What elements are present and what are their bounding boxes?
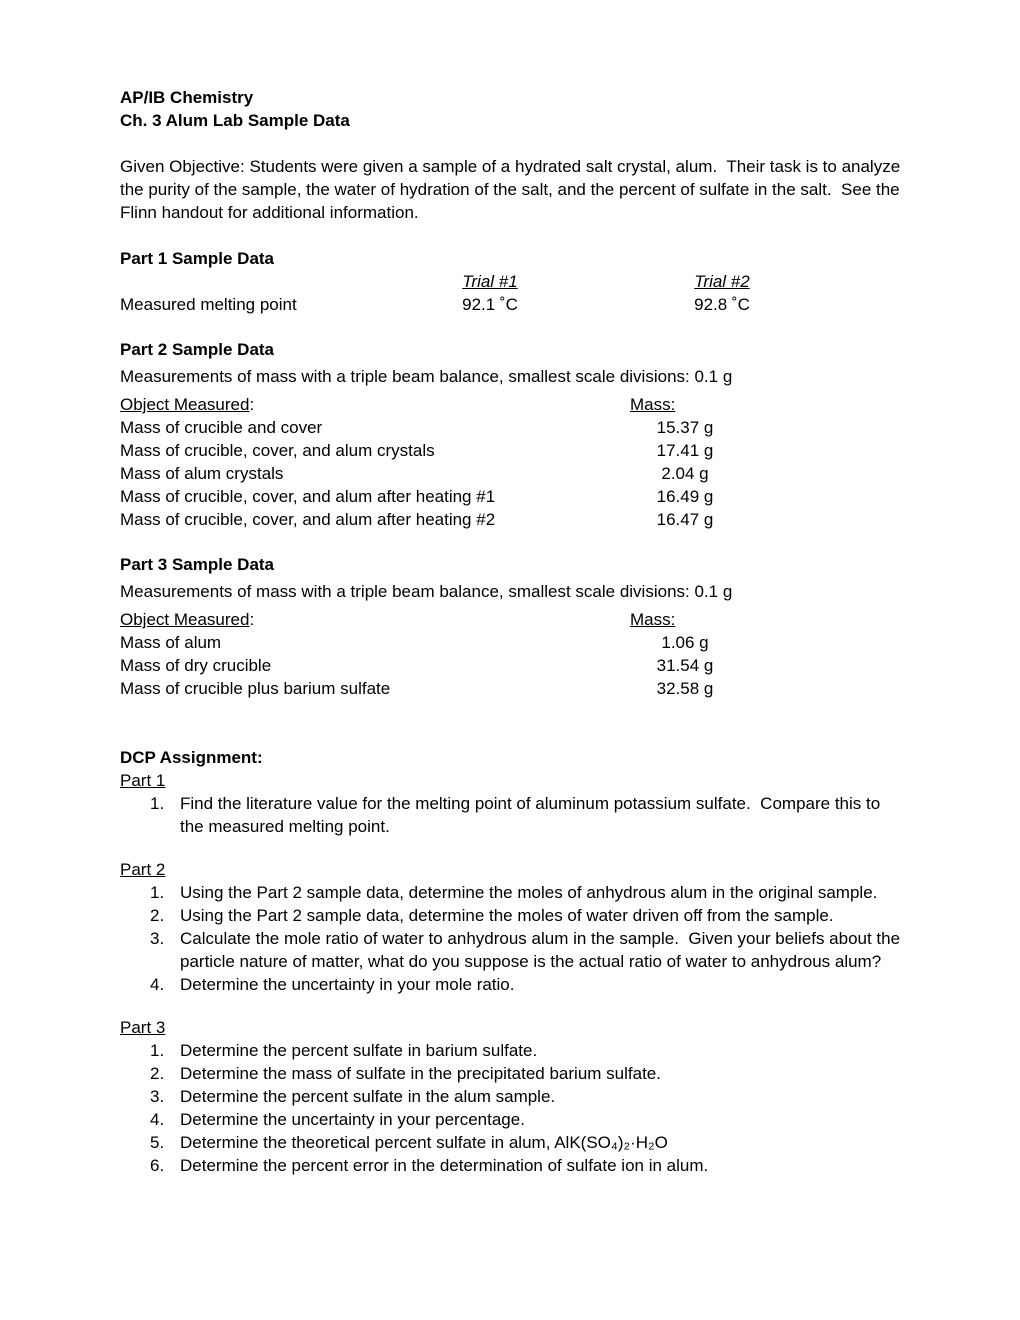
list-item — [120, 973, 904, 996]
list-item — [120, 1062, 904, 1085]
row-value: 31.54 g — [656, 656, 714, 675]
item-number: 5. — [150, 1133, 165, 1152]
list-item — [120, 1154, 904, 1177]
list-item — [120, 927, 904, 973]
row-label: Mass of crucible and cover — [120, 418, 323, 437]
trial2-value: 92.8 ˚C — [694, 295, 750, 314]
dcp-part1-label: Part 1 — [120, 771, 166, 790]
row-label: Mass of crucible, cover, and alum after heating #2 — [120, 510, 496, 529]
item-text: Determine the uncertainty in your mole ratio. — [180, 975, 515, 994]
item-text: Determine the mass of sulfate in the precipitated barium sulfate. — [180, 1064, 661, 1083]
row-value: 17.41 g — [656, 441, 714, 460]
part2-mass-header: Mass: — [630, 395, 676, 414]
row-label: Mass of alum crystals — [120, 464, 284, 483]
table-row — [120, 439, 904, 462]
row-value: 15.37 g — [656, 418, 714, 437]
melting-point-label: Measured melting point — [120, 295, 297, 314]
list-item — [120, 1039, 904, 1062]
item-text: Find the literature value for the melting point of aluminum potassium sulfate. Compare this to the measured melting point. — [180, 794, 885, 836]
part2-object-header — [120, 393, 630, 416]
list-item — [120, 1131, 904, 1154]
part2-subheading: Measurements of mass with a triple beam balance, smallest scale divisions: 0.1 g — [120, 367, 733, 386]
item-text: Determine the percent sulfate in barium sulfate. — [180, 1041, 538, 1060]
item-number: 2. — [150, 1064, 165, 1083]
row-label: Mass of crucible, cover, and alum after heating #1 — [120, 487, 496, 506]
part1-header-row — [120, 270, 904, 293]
doc-title-line1: AP/IB Chemistry — [120, 88, 254, 107]
part3-subheading: Measurements of mass with a triple beam balance, smallest scale divisions: 0.1 g — [120, 582, 733, 601]
item-text: Calculate the mole ratio of water to anhydrous alum in the sample. Given your beliefs about the particle nature of matter, what do you suppose is the actual ratio of water to anhydrous alum? — [180, 929, 905, 971]
part2-table-header — [120, 393, 904, 416]
item-number: 1. — [150, 794, 165, 813]
list-item — [120, 904, 904, 927]
list-item — [120, 1085, 904, 1108]
row-label: Mass of crucible, cover, and alum crystals — [120, 441, 435, 460]
item-number: 4. — [150, 975, 165, 994]
part2-heading: Part 2 Sample Data — [120, 340, 275, 359]
table-row — [120, 508, 904, 531]
item-text: Using the Part 2 sample data, determine the moles of anhydrous alum in the original sample. — [180, 883, 878, 902]
item-number: 2. — [150, 906, 165, 925]
item-number: 4. — [150, 1110, 165, 1129]
part2-object-header-text: Object Measured — [120, 395, 250, 414]
list-item — [120, 881, 904, 904]
part3-object-header-text: Object Measured — [120, 610, 250, 629]
row-label: Mass of dry crucible — [120, 656, 272, 675]
row-value: 2.04 g — [661, 464, 709, 483]
row-value: 1.06 g — [661, 633, 709, 652]
part2-object-header-colon: : — [249, 395, 255, 414]
part3-table-header — [120, 608, 904, 631]
item-number: 1. — [150, 1041, 165, 1060]
part1-header-spacer — [120, 270, 400, 293]
trial1-header: Trial #1 — [462, 272, 518, 291]
doc-title-line2: Ch. 3 Alum Lab Sample Data — [120, 111, 350, 130]
item-number: 3. — [150, 1087, 165, 1106]
table-row — [120, 677, 904, 700]
table-row — [120, 485, 904, 508]
item-text: Determine the percent error in the determination of sulfate ion in alum. — [180, 1156, 709, 1175]
part3-mass-header: Mass: — [630, 610, 676, 629]
row-value: 16.49 g — [656, 487, 714, 506]
part3-object-header — [120, 608, 630, 631]
dcp-heading: DCP Assignment: — [120, 748, 263, 767]
table-row — [120, 416, 904, 439]
row-label: Mass of alum — [120, 633, 222, 652]
table-row — [120, 462, 904, 485]
item-text: Determine the percent sulfate in the alum sample. — [180, 1087, 556, 1106]
table-row — [120, 631, 904, 654]
objective-paragraph: Given Objective: Students were given a sample of a hydrated salt crystal, alum. Their task is to analyze the purity of the sample, the water of hydration of the salt, and the percent of sulfate in the salt. See the Flinn handout for additional information. — [120, 157, 905, 222]
part3-object-header-colon: : — [249, 610, 255, 629]
table-row — [120, 654, 904, 677]
row-value: 16.47 g — [656, 510, 714, 529]
part3-heading: Part 3 Sample Data — [120, 555, 275, 574]
item-number: 6. — [150, 1156, 165, 1175]
item-text: Using the Part 2 sample data, determine the moles of water driven off from the sample. — [180, 906, 834, 925]
item-text: Determine the theoretical percent sulfate in alum, AlK(SO₄)₂·H₂O — [180, 1133, 668, 1152]
part1-heading: Part 1 Sample Data — [120, 249, 275, 268]
dcp-part2-label: Part 2 — [120, 860, 166, 879]
list-item — [120, 1108, 904, 1131]
trial1-value: 92.1 ˚C — [462, 295, 518, 314]
dcp-part3-label: Part 3 — [120, 1018, 166, 1037]
item-number: 3. — [150, 929, 165, 948]
trial2-header: Trial #2 — [694, 272, 750, 291]
row-value: 32.58 g — [656, 679, 714, 698]
part1-data-row — [120, 293, 904, 316]
row-label: Mass of crucible plus barium sulfate — [120, 679, 391, 698]
list-item — [120, 792, 904, 838]
item-number: 1. — [150, 883, 165, 902]
item-text: Determine the uncertainty in your percentage. — [180, 1110, 525, 1129]
